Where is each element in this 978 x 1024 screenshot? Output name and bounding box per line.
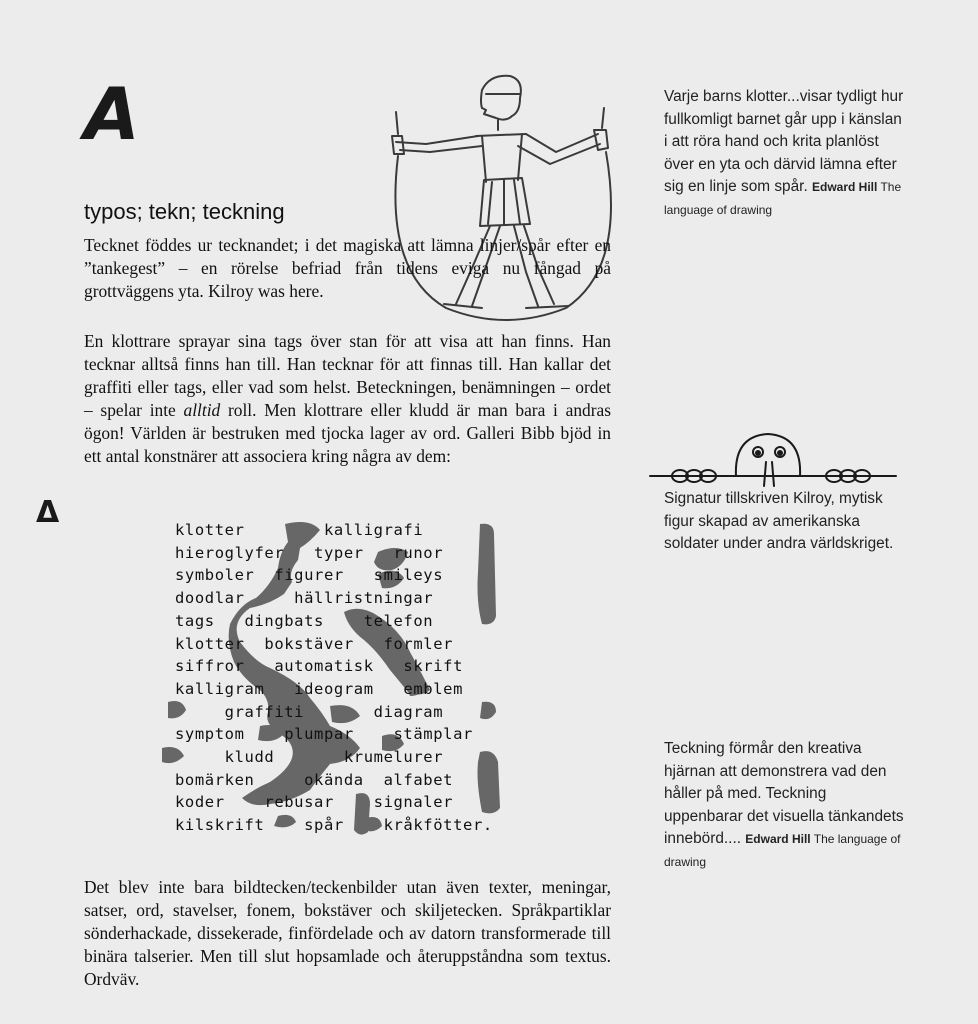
kilroy-illustration	[648, 428, 898, 490]
word-grid-line: doodlar hällristningar	[175, 589, 434, 608]
body-paragraph	[84, 330, 611, 468]
intro-paragraph: Tecknet föddes ur tecknandet; i det magiska att lämna linjer/spår efter en ”tankegest” – en rörelse befriad från tidens eviga nu fångad på grottväggens yta. Kilroy was here.	[84, 235, 611, 301]
word-grid-line: hieroglyfer typer runor	[175, 543, 444, 562]
sidebar-quote	[664, 738, 904, 873]
body-paragraph-part: roll. Men klottrare eller kludd är man bara i andras ögon! Världen är bestruken med tjocka lager av ord. Galleri Bibb bjöd in ett antal konstnärer att associera kring några av dem:	[84, 400, 611, 466]
word-grid-line: siffror automatisk skrift	[175, 657, 464, 676]
emphasis-word: alltid	[183, 400, 221, 420]
word-grid-line: kludd krumelurer	[175, 748, 444, 767]
word-grid-line: klotter bokstäver formler	[175, 634, 454, 653]
word-grid	[175, 519, 493, 837]
quote-author: Edward Hill	[745, 832, 811, 846]
word-grid-line: kilskrift spår kråkfötter.	[175, 816, 493, 835]
quote-author: Edward Hill	[812, 180, 878, 194]
word-grid-line: bomärken okända alfabet	[175, 770, 454, 789]
word-grid-line: klotter kalligrafi	[175, 521, 424, 539]
word-grid-line: kalligram ideogram emblem	[175, 679, 464, 698]
section-letter: A	[84, 72, 140, 156]
body-paragraph-part: En klottrare sprayar sina tags över stan för att visa att han finns. Han tecknar alltså finns han till. Han tecknar för att finnas till. Han kallar det graffiti eller tags, eller vad som helst. Beteckningen, benämningen – ordet – spelar inte	[84, 331, 611, 420]
word-grid-line: koder rebusar signaler	[175, 793, 454, 812]
word-grid-line: symptom plumpar stämplar	[175, 725, 473, 744]
margin-glyph: Δ	[36, 495, 60, 530]
page-heading: typos; tekn; teckning	[84, 199, 285, 224]
sidebar-quote	[664, 86, 904, 221]
quote-source: The language of drawing	[664, 180, 902, 217]
word-grid-line: graffiti diagram	[175, 702, 444, 721]
closing-paragraph: Det blev inte bara bildtecken/teckenbilder utan även texter, meningar, satser, ord, stavelser, fonem, bokstäver och skiljetecken. Språkpartiklar sönderhackade, dissekerade, finfördelade och av datorn transformerade till binära talserier. Men till slut hopsamlade och återuppståndna som textus. Ordväv.	[84, 877, 611, 989]
quote-source: The language of drawing	[664, 832, 901, 869]
word-grid-line: tags dingbats telefon	[175, 611, 434, 630]
quote-text: Teckning förmår den kreativa hjärnan att demonstrera vad den håller på med. Teckning uppenbarar det visuella tänkandets innebörd....	[664, 740, 904, 847]
kilroy-caption: Signatur tillskriven Kilroy, mytisk figur skapad av amerikanska soldater under andra världskriget.	[664, 490, 894, 552]
word-grid-line: symboler figurer smileys	[175, 566, 444, 585]
quote-text: Varje barns klotter...visar tydligt hur fullkomligt barnet går upp i känslan i att röra hand och krita planlöst över en yta och därvid lämna efter sig en linje som spår.	[664, 88, 904, 195]
